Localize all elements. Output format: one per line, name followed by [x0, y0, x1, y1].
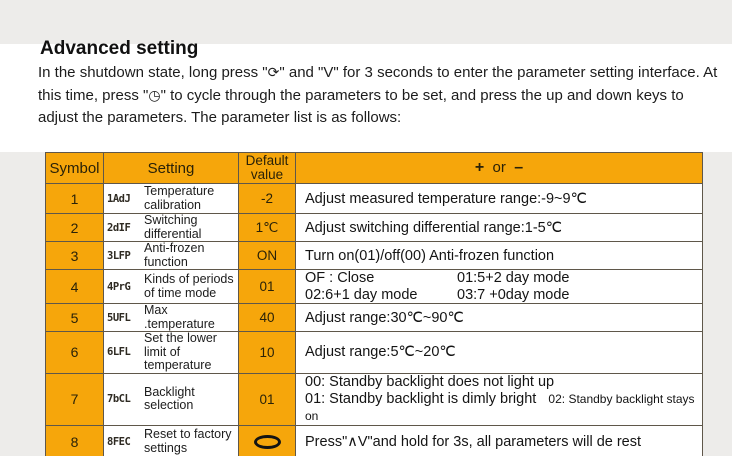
default-value: 01	[239, 373, 296, 425]
setting-cell	[104, 214, 239, 242]
description-cell: Press"∧V"and hold for 3s, all parameters will de rest	[296, 425, 703, 456]
table-row	[46, 242, 703, 270]
intro-text-1: In the shutdown state, long press "	[38, 64, 268, 81]
lcd-code: 4PrG	[107, 280, 131, 293]
setting-cell	[104, 270, 239, 304]
default-value: 1℃	[239, 214, 296, 242]
setting-cell	[104, 373, 239, 425]
intro-text-3: " to cycle through the parameters to be set, and press the up and down keys to adjust the parameters. The parameter list is as follows:	[38, 86, 684, 126]
setting-label: Anti-frozen function	[144, 241, 205, 269]
default-value-cell	[239, 425, 296, 456]
setting-cell	[104, 304, 239, 332]
plus-sign: +	[474, 159, 485, 176]
header-default-value: Default value	[239, 153, 296, 184]
table-row	[46, 425, 703, 456]
symbol-number: 6	[46, 332, 104, 374]
lcd-code: 3LFP	[107, 249, 131, 262]
setting-label: Set the lower limit of temperature	[144, 331, 217, 372]
setting-label: Backlight selection	[144, 384, 195, 412]
parameter-table	[45, 152, 703, 456]
symbol-number: 8	[46, 425, 104, 456]
default-value: 40	[239, 304, 296, 332]
setting-label: Reset to factory settings	[144, 427, 232, 455]
table-header-row	[46, 153, 703, 184]
default-value: ON	[239, 242, 296, 270]
option-text: OF : Close	[305, 270, 375, 286]
setting-cell	[104, 242, 239, 270]
or-word: or	[492, 159, 506, 176]
lcd-code: 1AdJ	[107, 192, 131, 205]
description-cell	[296, 373, 703, 425]
setting-label: Max .temperature	[144, 303, 215, 331]
lcd-code: 8FEC	[107, 435, 131, 448]
option-text: 02: Standby backlight stays on	[305, 391, 695, 423]
table-row	[46, 214, 703, 242]
lcd-code: 6LFL	[107, 346, 131, 359]
setting-cell	[104, 184, 239, 214]
option-text: 00: Standby backlight does not light up	[305, 373, 555, 390]
symbol-number: 7	[46, 373, 104, 425]
lcd-code: 2dIF	[107, 221, 131, 234]
setting-cell	[104, 425, 239, 456]
description-cell	[296, 270, 703, 304]
symbol-number: 4	[46, 270, 104, 304]
header-setting: Setting	[104, 153, 239, 184]
description-cell: Adjust range:30℃~90℃	[296, 304, 703, 332]
symbol-number: 5	[46, 304, 104, 332]
description-cell: Adjust measured temperature range:-9~9℃	[296, 184, 703, 214]
symbol-number: 3	[46, 242, 104, 270]
lcd-code: 5UFL	[107, 311, 131, 324]
setting-label: Kinds of periods of time mode	[144, 272, 234, 300]
header-symbol: Symbol	[46, 153, 104, 184]
table-row	[46, 373, 703, 425]
option-text: 02:6+1 day mode	[305, 286, 418, 303]
description-cell: Adjust switching differential range:1-5℃	[296, 214, 703, 242]
table-row	[46, 184, 703, 214]
option-text: 03:7 +0day mode	[457, 286, 570, 303]
default-value: 10	[239, 332, 296, 374]
setting-label: Temperature calibration	[144, 184, 215, 212]
clock-icon: ◷	[148, 87, 161, 104]
option-text: 01: Standby backlight is dimly bright	[305, 390, 537, 407]
table-row	[46, 304, 703, 332]
description-cell: Adjust range:5℃~20℃	[296, 332, 703, 374]
lcd-code: 7bCL	[107, 393, 131, 405]
setting-label: Switching differential	[144, 213, 202, 241]
minus-sign: –	[514, 159, 524, 176]
default-value: 01	[239, 270, 296, 304]
symbol-number: 2	[46, 214, 104, 242]
header-plus-or-minus	[296, 153, 703, 184]
dash-icon	[254, 435, 281, 449]
default-value: -2	[239, 184, 296, 214]
table-row	[46, 270, 703, 304]
page-title: Advanced setting	[40, 38, 199, 59]
table-row	[46, 332, 703, 374]
option-text: 01:5+2 day mode	[457, 270, 570, 286]
intro-paragraph	[38, 62, 724, 130]
description-cell: Turn on(01)/off(00) Anti-frozen function	[296, 242, 703, 270]
symbol-number: 1	[46, 184, 104, 214]
setting-cell	[104, 332, 239, 374]
rotate-icon: ⟳	[267, 65, 280, 81]
intro-text-2: " and "V" for 3 seconds to enter the parameter setting interface. At this time, press "	[38, 64, 718, 104]
